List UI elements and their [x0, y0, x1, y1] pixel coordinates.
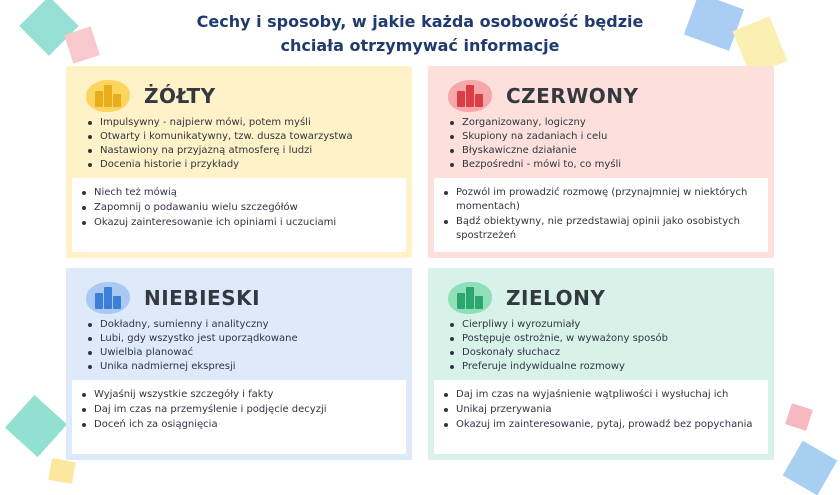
decorative-shape-pink	[785, 403, 813, 431]
list-item: Skupiony na zadaniach i celu	[450, 130, 621, 144]
tips-box	[72, 380, 406, 454]
card-green	[428, 268, 774, 460]
list-item: Bezpośredni - mówi to, co myśli	[450, 158, 621, 172]
card-header	[86, 76, 216, 116]
card-title: NIEBIESKI	[144, 286, 261, 310]
list-item: Bądź obiektywny, nie przedstawiaj opinii jako osobistych spostrzeżeń	[444, 215, 758, 243]
list-item: Niech też mówią	[82, 186, 396, 200]
list-item: Nastawiony na przyjazną atmosferę i ludzi	[88, 144, 353, 158]
tips-list	[444, 388, 758, 432]
tips-box	[434, 380, 768, 454]
list-item: Daj im czas na wyjaśnienie wątpliwości i wysłuchaj ich	[444, 388, 758, 402]
tips-box	[434, 178, 768, 252]
building-icon	[448, 282, 492, 314]
list-item: Lubi, gdy wszystko jest uporządkowane	[88, 332, 298, 346]
card-title: ZIELONY	[506, 286, 606, 310]
decorative-shape-yellow	[48, 458, 75, 484]
list-item: Okazuj im zainteresowanie, pytaj, prowadź bez popychania	[444, 418, 758, 432]
list-item: Postępuje ostrożnie, w wyważony sposób	[450, 332, 668, 346]
page-title-line-1: Cechy i sposoby, w jakie każda osobowość będzie	[196, 12, 644, 31]
list-item: Impulsywny - najpierw mówi, potem myśli	[88, 116, 353, 130]
page-title	[0, 10, 840, 58]
card-header	[86, 278, 260, 318]
list-item: Uwielbia planować	[88, 346, 298, 360]
list-item: Błyskawiczne działanie	[450, 144, 621, 158]
tips-list	[82, 388, 396, 432]
tips-box	[72, 178, 406, 252]
building-icon	[86, 282, 130, 314]
page-title-line-2: chciała otrzymywać informacje	[280, 36, 560, 55]
list-item: Dokładny, sumienny i analityczny	[88, 318, 298, 332]
card-yellow	[66, 66, 412, 258]
decorative-shape-blue	[783, 441, 838, 495]
building-icon	[448, 80, 492, 112]
traits-list	[88, 116, 353, 172]
building-icon	[86, 80, 130, 112]
traits-list	[88, 318, 298, 374]
list-item: Unika nadmiernej ekspresji	[88, 360, 298, 374]
list-item: Docenia historie i przykłady	[88, 158, 353, 172]
decorative-shape-teal	[5, 395, 67, 457]
list-item: Cierpliwy i wyrozumiały	[450, 318, 668, 332]
list-item: Unikaj przerywania	[444, 403, 758, 417]
card-title: CZERWONY	[506, 84, 639, 108]
traits-list	[450, 318, 668, 374]
list-item: Doceń ich za osiągnięcia	[82, 418, 396, 432]
list-item: Zorganizowany, logiczny	[450, 116, 621, 130]
list-item: Daj im czas na przemyślenie i podjęcie decyzji	[82, 403, 396, 417]
list-item: Pozwól im prowadzić rozmowę (przynajmniej w niektórych momentach)	[444, 186, 758, 214]
tips-list	[444, 186, 758, 243]
card-blue	[66, 268, 412, 460]
list-item: Otwarty i komunikatywny, tzw. dusza towarzystwa	[88, 130, 353, 144]
tips-list	[82, 186, 396, 230]
list-item: Wyjaśnij wszystkie szczegóły i fakty	[82, 388, 396, 402]
traits-list	[450, 116, 621, 172]
list-item: Doskonały słuchacz	[450, 346, 668, 360]
list-item: Zapomnij o podawaniu wielu szczegółów	[82, 201, 396, 215]
list-item: Okazuj zainteresowanie ich opiniami i uczuciami	[82, 216, 396, 230]
card-header	[448, 278, 605, 318]
list-item: Preferuje indywidualne rozmowy	[450, 360, 668, 374]
card-title: ŻÓŁTY	[144, 84, 216, 108]
card-red	[428, 66, 774, 258]
card-header	[448, 76, 639, 116]
